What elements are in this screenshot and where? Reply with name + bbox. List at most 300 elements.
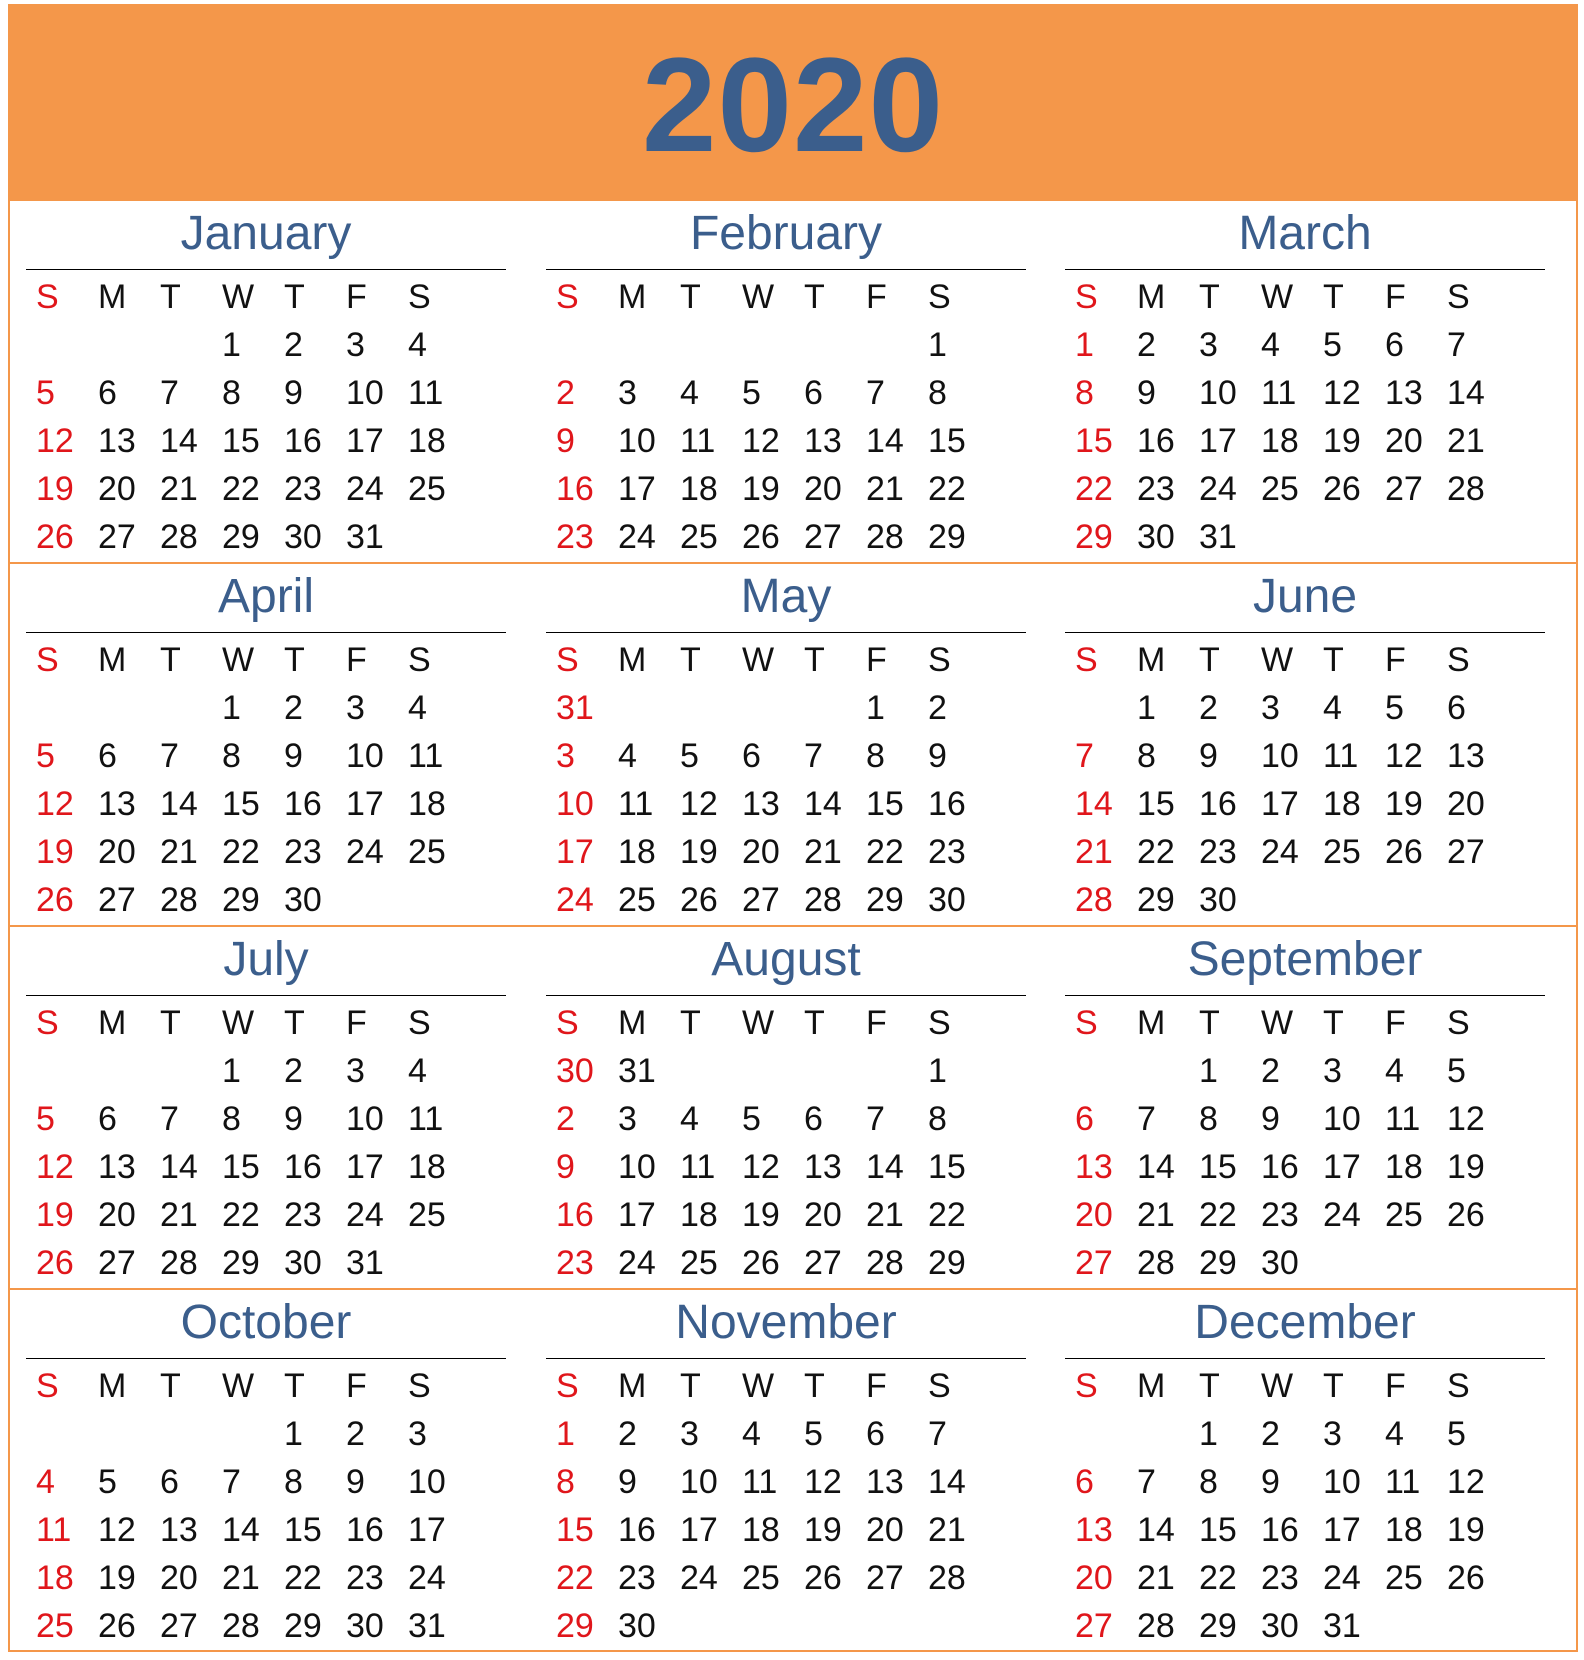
weekday-header — [26, 636, 506, 684]
day-cell: 17 — [618, 1196, 656, 1234]
week-row — [1065, 1458, 1545, 1506]
weekday-label: M — [1137, 641, 1166, 679]
month-march — [1065, 201, 1545, 562]
weekday-label: M — [1137, 1004, 1166, 1042]
day-cell: 2 — [928, 689, 947, 727]
day-cell: 19 — [36, 470, 74, 508]
week-row — [1065, 1239, 1545, 1287]
day-cell: 28 — [1137, 1607, 1175, 1645]
day-cell: 12 — [742, 1148, 780, 1186]
weekday-label: W — [222, 1367, 255, 1405]
day-cell: 2 — [1261, 1415, 1280, 1453]
week-row — [546, 780, 1026, 828]
day-cell: 26 — [742, 518, 780, 556]
day-cell: 16 — [1199, 785, 1237, 823]
weekday-label: W — [222, 641, 255, 679]
day-cell: 31 — [618, 1052, 656, 1090]
day-cell: 22 — [866, 833, 904, 871]
day-cell: 6 — [742, 737, 761, 775]
day-cell: 22 — [928, 470, 966, 508]
day-cell: 19 — [98, 1559, 136, 1597]
day-cell: 16 — [346, 1511, 384, 1549]
day-cell: 2 — [284, 689, 303, 727]
week-row — [26, 732, 506, 780]
week-row — [546, 417, 1026, 465]
day-cell: 22 — [556, 1559, 594, 1597]
day-cell: 17 — [346, 785, 384, 823]
week-row — [546, 321, 1026, 369]
day-cell: 26 — [36, 881, 74, 919]
day-cell: 13 — [98, 422, 136, 460]
month-september — [1065, 927, 1545, 1288]
day-cell: 24 — [346, 833, 384, 871]
day-cell: 28 — [222, 1607, 260, 1645]
weekday-label: F — [346, 1004, 367, 1042]
weekday-label: S — [408, 641, 431, 679]
week-row — [26, 1239, 506, 1287]
day-cell: 21 — [866, 470, 904, 508]
day-cell: 13 — [742, 785, 780, 823]
day-cell: 27 — [98, 518, 136, 556]
day-cell: 23 — [346, 1559, 384, 1597]
day-cell: 29 — [928, 1244, 966, 1282]
month-august — [546, 927, 1026, 1288]
weekday-label: T — [284, 641, 305, 679]
day-cell: 30 — [346, 1607, 384, 1645]
weekday-header — [546, 999, 1026, 1047]
week-row — [1065, 513, 1545, 561]
month-name: January — [180, 207, 352, 260]
day-cell: 12 — [36, 422, 74, 460]
day-cell: 23 — [618, 1559, 656, 1597]
week-row — [26, 417, 506, 465]
calendar-sheet — [8, 4, 1578, 1652]
week-row — [26, 828, 506, 876]
day-cell: 24 — [1199, 470, 1237, 508]
day-cell: 9 — [1199, 737, 1218, 775]
day-cell: 30 — [556, 1052, 594, 1090]
day-cell: 29 — [1137, 881, 1175, 919]
week-row — [26, 1458, 506, 1506]
day-cell: 7 — [160, 737, 179, 775]
week-row — [546, 828, 1026, 876]
weekday-label: T — [1199, 1004, 1220, 1042]
day-cell: 25 — [36, 1607, 74, 1645]
day-cell: 31 — [408, 1607, 446, 1645]
day-cell: 16 — [284, 785, 322, 823]
day-grid — [26, 999, 506, 1287]
day-cell: 16 — [1261, 1511, 1299, 1549]
weekday-label: W — [742, 1367, 775, 1405]
month-december — [1065, 1290, 1545, 1653]
day-cell: 17 — [1323, 1148, 1361, 1186]
week-row — [1065, 1506, 1545, 1554]
weekday-label: W — [742, 1004, 775, 1042]
weekday-label: S — [1075, 278, 1098, 316]
day-cell: 5 — [804, 1415, 823, 1453]
week-row — [1065, 1602, 1545, 1650]
day-cell: 1 — [1137, 689, 1156, 727]
weekday-label: S — [408, 1004, 431, 1042]
day-cell: 9 — [1261, 1463, 1280, 1501]
day-grid — [546, 636, 1026, 924]
week-row — [546, 1143, 1026, 1191]
day-cell: 6 — [804, 374, 823, 412]
day-cell: 9 — [284, 1100, 303, 1138]
weekday-label: F — [866, 278, 887, 316]
weekday-label: W — [1261, 1367, 1294, 1405]
day-cell: 10 — [1199, 374, 1237, 412]
day-cell: 19 — [1323, 422, 1361, 460]
day-cell: 18 — [408, 785, 446, 823]
day-cell: 7 — [866, 374, 885, 412]
weekday-label: S — [1447, 278, 1470, 316]
weekday-label: S — [408, 278, 431, 316]
day-cell: 1 — [222, 689, 241, 727]
day-cell: 11 — [1261, 374, 1297, 412]
weekday-header — [546, 636, 1026, 684]
day-cell: 21 — [928, 1511, 966, 1549]
month-name: May — [740, 570, 832, 623]
day-cell: 3 — [346, 689, 365, 727]
day-cell: 25 — [408, 1196, 446, 1234]
day-cell: 30 — [1199, 881, 1237, 919]
day-cell: 5 — [1385, 689, 1404, 727]
weekday-label: S — [928, 1367, 951, 1405]
day-cell: 2 — [1261, 1052, 1280, 1090]
day-cell: 27 — [1075, 1607, 1113, 1645]
month-divider — [26, 632, 506, 633]
day-cell: 4 — [408, 1052, 427, 1090]
month-divider — [546, 269, 1026, 270]
month-divider — [1065, 1358, 1545, 1359]
day-cell: 7 — [1447, 326, 1466, 364]
day-cell: 16 — [928, 785, 966, 823]
day-cell: 5 — [1323, 326, 1342, 364]
day-cell: 12 — [680, 785, 718, 823]
day-cell: 29 — [1199, 1607, 1237, 1645]
day-cell: 10 — [346, 1100, 384, 1138]
day-cell: 29 — [928, 518, 966, 556]
day-cell: 28 — [928, 1559, 966, 1597]
day-cell: 20 — [1447, 785, 1485, 823]
month-divider — [546, 632, 1026, 633]
day-cell: 20 — [1075, 1196, 1113, 1234]
day-cell: 5 — [1447, 1052, 1466, 1090]
day-cell: 7 — [222, 1463, 241, 1501]
day-cell: 29 — [222, 1244, 260, 1282]
day-cell: 26 — [98, 1607, 136, 1645]
year-title: 2020 — [641, 30, 945, 180]
weekday-label: M — [98, 641, 127, 679]
day-cell: 26 — [1323, 470, 1361, 508]
day-cell: 1 — [866, 689, 885, 727]
month-name: July — [223, 933, 309, 986]
day-cell: 8 — [928, 374, 947, 412]
day-cell: 22 — [222, 470, 260, 508]
week-row — [546, 1554, 1026, 1602]
day-cell: 14 — [804, 785, 842, 823]
week-row — [26, 1554, 506, 1602]
day-cell: 15 — [928, 422, 966, 460]
weekday-label: T — [160, 1367, 181, 1405]
week-row — [1065, 369, 1545, 417]
day-cell: 9 — [1261, 1100, 1280, 1138]
weekday-label: T — [1199, 1367, 1220, 1405]
weekday-label: S — [556, 278, 579, 316]
day-cell: 6 — [160, 1463, 179, 1501]
day-cell: 27 — [98, 881, 136, 919]
day-cell: 23 — [1261, 1559, 1299, 1597]
day-cell: 29 — [222, 518, 260, 556]
day-cell: 2 — [1137, 326, 1156, 364]
day-cell: 21 — [160, 1196, 198, 1234]
day-cell: 3 — [346, 1052, 365, 1090]
week-row — [1065, 1191, 1545, 1239]
day-cell: 23 — [284, 470, 322, 508]
day-cell: 13 — [866, 1463, 904, 1501]
weekday-label: M — [618, 278, 647, 316]
day-cell: 24 — [618, 518, 656, 556]
week-row — [26, 684, 506, 732]
day-cell: 29 — [1075, 518, 1113, 556]
day-cell: 18 — [618, 833, 656, 871]
day-cell: 3 — [618, 374, 637, 412]
weekday-label: T — [680, 1004, 701, 1042]
day-cell: 26 — [680, 881, 718, 919]
day-cell: 15 — [1075, 422, 1113, 460]
day-cell: 12 — [1323, 374, 1361, 412]
day-cell: 18 — [680, 470, 718, 508]
week-row — [546, 369, 1026, 417]
day-cell: 4 — [1261, 326, 1280, 364]
day-cell: 1 — [1199, 1415, 1218, 1453]
day-cell: 20 — [98, 833, 136, 871]
day-cell: 17 — [680, 1511, 718, 1549]
weekday-label: F — [346, 278, 367, 316]
day-cell: 31 — [1323, 1607, 1361, 1645]
weekday-label: M — [98, 1367, 127, 1405]
day-cell: 13 — [1447, 737, 1485, 775]
day-cell: 9 — [928, 737, 947, 775]
day-cell: 8 — [222, 737, 241, 775]
day-cell: 12 — [804, 1463, 842, 1501]
day-cell: 28 — [160, 518, 198, 556]
day-cell: 16 — [556, 1196, 594, 1234]
day-cell: 6 — [1385, 326, 1404, 364]
day-cell: 26 — [804, 1559, 842, 1597]
weekday-label: W — [222, 278, 255, 316]
day-cell: 11 — [680, 1148, 716, 1186]
month-name: September — [1187, 933, 1423, 986]
weekday-label: S — [1075, 1367, 1098, 1405]
week-row — [546, 684, 1026, 732]
day-cell: 29 — [222, 881, 260, 919]
month-november — [546, 1290, 1026, 1653]
day-cell: 14 — [1137, 1148, 1175, 1186]
day-cell: 21 — [1137, 1559, 1175, 1597]
weekday-label: F — [866, 1367, 887, 1405]
day-cell: 22 — [1137, 833, 1175, 871]
day-cell: 14 — [1075, 785, 1113, 823]
day-cell: 9 — [1137, 374, 1156, 412]
day-cell: 3 — [1323, 1052, 1342, 1090]
weekday-label: W — [1261, 641, 1294, 679]
day-cell: 10 — [1323, 1100, 1361, 1138]
day-cell: 17 — [1323, 1511, 1361, 1549]
weekday-label: S — [1447, 1004, 1470, 1042]
day-cell: 7 — [928, 1415, 947, 1453]
weekday-label: S — [556, 1004, 579, 1042]
week-row — [546, 876, 1026, 924]
day-cell: 7 — [160, 1100, 179, 1138]
day-cell: 24 — [1323, 1196, 1361, 1234]
day-cell: 7 — [160, 374, 179, 412]
weekday-label: S — [1075, 641, 1098, 679]
day-cell: 2 — [556, 374, 575, 412]
day-cell: 22 — [1199, 1559, 1237, 1597]
weekday-label: T — [284, 1367, 305, 1405]
day-grid — [26, 273, 506, 561]
weekday-label: S — [36, 278, 59, 316]
day-cell: 23 — [556, 1244, 594, 1282]
day-cell: 26 — [36, 1244, 74, 1282]
week-row — [26, 876, 506, 924]
weekday-label: S — [408, 1367, 431, 1405]
weekday-label: S — [1447, 1367, 1470, 1405]
weekday-label: F — [866, 641, 887, 679]
day-cell: 10 — [556, 785, 594, 823]
month-name: October — [180, 1296, 352, 1349]
month-name: August — [711, 933, 861, 986]
day-cell: 19 — [1447, 1511, 1485, 1549]
weekday-label: W — [742, 278, 775, 316]
day-cell: 17 — [1261, 785, 1299, 823]
month-name: December — [1194, 1296, 1416, 1349]
day-cell: 8 — [284, 1463, 303, 1501]
day-cell: 16 — [1137, 422, 1175, 460]
weekday-header — [1065, 273, 1545, 321]
week-row — [26, 1410, 506, 1458]
day-cell: 4 — [1385, 1415, 1404, 1453]
weekday-header — [26, 1362, 506, 1410]
day-cell: 22 — [284, 1559, 322, 1597]
day-cell: 23 — [1261, 1196, 1299, 1234]
day-cell: 12 — [98, 1511, 136, 1549]
week-row — [26, 369, 506, 417]
day-grid — [546, 999, 1026, 1287]
day-cell: 27 — [1075, 1244, 1113, 1282]
month-divider — [1065, 632, 1545, 633]
day-cell: 14 — [160, 785, 198, 823]
day-cell: 7 — [1137, 1463, 1156, 1501]
day-cell: 21 — [1447, 422, 1485, 460]
week-row — [26, 321, 506, 369]
day-cell: 7 — [804, 737, 823, 775]
day-cell: 4 — [680, 1100, 699, 1138]
day-cell: 18 — [1323, 785, 1361, 823]
day-cell: 9 — [284, 374, 303, 412]
day-cell: 19 — [36, 833, 74, 871]
week-row — [546, 732, 1026, 780]
day-cell: 22 — [928, 1196, 966, 1234]
day-cell: 6 — [1075, 1100, 1094, 1138]
day-cell: 13 — [804, 422, 842, 460]
day-cell: 15 — [222, 785, 260, 823]
month-divider — [26, 1358, 506, 1359]
day-cell: 12 — [1447, 1100, 1485, 1138]
day-cell: 1 — [284, 1415, 303, 1453]
week-row — [1065, 1095, 1545, 1143]
week-row — [546, 1410, 1026, 1458]
week-row — [546, 1458, 1026, 1506]
weekday-label: F — [1385, 1004, 1406, 1042]
day-cell: 3 — [1323, 1415, 1342, 1453]
day-cell: 12 — [742, 422, 780, 460]
weekday-label: T — [804, 1367, 825, 1405]
weekday-label: M — [98, 278, 127, 316]
day-cell: 19 — [742, 1196, 780, 1234]
day-cell: 18 — [1261, 422, 1299, 460]
day-grid — [26, 636, 506, 924]
weekday-header — [546, 273, 1026, 321]
weekday-label: T — [1199, 278, 1220, 316]
day-cell: 20 — [160, 1559, 198, 1597]
day-cell: 11 — [408, 374, 444, 412]
month-divider — [26, 269, 506, 270]
day-cell: 16 — [284, 422, 322, 460]
week-row — [1065, 684, 1545, 732]
day-cell: 5 — [36, 1100, 55, 1138]
weekday-label: T — [284, 1004, 305, 1042]
year-banner — [10, 6, 1576, 201]
weekday-label: T — [680, 641, 701, 679]
month-name: November — [675, 1296, 897, 1349]
week-row — [26, 1191, 506, 1239]
day-cell: 24 — [680, 1559, 718, 1597]
day-cell: 4 — [408, 689, 427, 727]
weekday-label: T — [1323, 1004, 1344, 1042]
weekday-label: S — [556, 641, 579, 679]
weekday-label: S — [36, 1367, 59, 1405]
day-cell: 29 — [866, 881, 904, 919]
month-row — [10, 201, 1576, 564]
day-cell: 8 — [222, 1100, 241, 1138]
weekday-label: T — [1323, 641, 1344, 679]
weekday-label: W — [222, 1004, 255, 1042]
weekday-label: S — [556, 1367, 579, 1405]
day-cell: 1 — [928, 1052, 947, 1090]
day-cell: 8 — [1137, 737, 1156, 775]
day-cell: 13 — [1385, 374, 1423, 412]
weekday-label: T — [680, 278, 701, 316]
week-row — [26, 1047, 506, 1095]
day-cell: 22 — [222, 1196, 260, 1234]
weekday-label: F — [346, 1367, 367, 1405]
month-grid — [10, 201, 1576, 1653]
day-cell: 25 — [1261, 470, 1299, 508]
day-cell: 11 — [408, 1100, 444, 1138]
month-row — [10, 927, 1576, 1290]
day-cell: 22 — [1075, 470, 1113, 508]
day-cell: 19 — [680, 833, 718, 871]
weekday-label: M — [98, 1004, 127, 1042]
day-cell: 4 — [1385, 1052, 1404, 1090]
month-may — [546, 564, 1026, 925]
weekday-header — [1065, 999, 1545, 1047]
day-cell: 3 — [618, 1100, 637, 1138]
day-cell: 5 — [36, 737, 55, 775]
